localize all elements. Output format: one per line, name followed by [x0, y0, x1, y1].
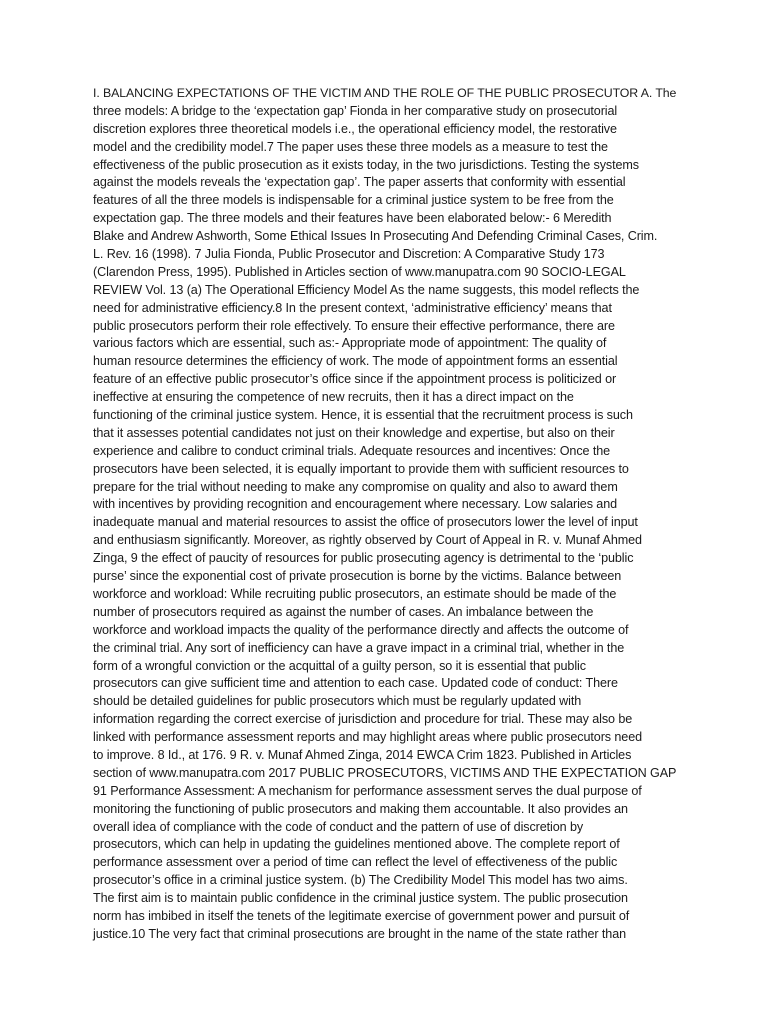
text-line: model and the credibility model.7 The paper uses these three models as a measure to test the [93, 139, 608, 154]
text-line: monitoring the functioning of public prosecutors and making them accountable. It also provides an [93, 801, 628, 816]
text-line: prosecutors, which can help in updating the guidelines mentioned above. The complete report of [93, 837, 620, 852]
text-line: L. Rev. 16 (1998). 7 Julia Fionda, Public Prosecutor and Discretion: A Comparative Study 173 [93, 247, 605, 262]
text-line: information regarding the correct exercise of jurisdiction and procedure for trial. These may also be [93, 712, 633, 727]
text-line: functioning of the criminal justice system. Hence, it is essential that the recruitment process is such [93, 408, 633, 423]
text-line: prepare for the trial without needing to make any compromise on quality and also to award them [93, 479, 618, 494]
text-line: performance assessment over a period of time can reflect the level of effectiveness of the public [93, 855, 618, 870]
text-line: (Clarendon Press, 1995). Published in Articles section of www.manupatra.com 90 SOCIO-LEGAL [93, 264, 626, 279]
text-line: should be detailed guidelines for public prosecutors which must be regularly updated with [93, 694, 582, 709]
text-line: Blake and Andrew Ashworth, Some Ethical Issues In Prosecuting And Defending Criminal Cases, Crim. [93, 229, 658, 244]
text-line: norm has imbibed in itself the tenets of the legitimate exercise of government power and pursuit of [93, 908, 630, 923]
text-line: need for administrative efficiency.8 In the present context, ‘administrative efficiency’ means that [93, 300, 612, 315]
text-line: The first aim is to maintain public confidence in the criminal justice system. The public prosecution [93, 891, 628, 906]
text-line: effectiveness of the public prosecution as it exists today, in the two jurisdictions. Testing the systems [93, 157, 640, 172]
text-line: 91 Performance Assessment: A mechanism for performance assessment serves the dual purpose of [93, 783, 642, 798]
text-line: form of a wrongful conviction or the acquittal of a guilty person, so it is essential that public [93, 658, 586, 673]
text-line: overall idea of compliance with the code of conduct and the pattern of use of discretion by [93, 819, 584, 834]
text-line: linked with performance assessment reports and may highlight areas where public prosecutors need [93, 730, 643, 745]
text-line: workforce and workload: While recruiting public prosecutors, an estimate should be made of the [93, 586, 617, 601]
text-line: against the models reveals the ‘expectation gap’. The paper asserts that conformity with essential [93, 175, 626, 190]
text-line: that it assesses potential candidates not just on their knowledge and expertise, but also on their [93, 425, 615, 440]
text-line: section of www.manupatra.com 2017 PUBLIC PROSECUTORS, VICTIMS AND THE EXPECTATION GAP [93, 765, 677, 780]
text-line: human resource determines the efficiency of work. The mode of appointment forms an essential [93, 354, 618, 369]
text-line: features of all the three models is indispensable for a criminal justice system to be free from the [93, 193, 614, 208]
text-line: to improve. 8 Id., at 176. 9 R. v. Munaf Ahmed Zinga, 2014 EWCA Crim 1823. Published in Articles [93, 747, 632, 762]
text-line: prosecutors can give sufficient time and attention to each case. Updated code of conduct: There [93, 676, 618, 691]
text-line: the criminal trial. Any sort of inefficiency can have a grave impact in a criminal trial, whether in the [93, 640, 625, 655]
text-line: discretion explores three theoretical models i.e., the operational efficiency model, the restorative [93, 121, 617, 136]
text-line: purse’ since the exponential cost of private prosecution is borne by the victims. Balance between [93, 569, 622, 584]
text-line: experience and calibre to conduct criminal trials. Adequate resources and incentives: Once the [93, 443, 611, 458]
text-line: inadequate manual and material resources to assist the office of prosecutors lower the level of input [93, 515, 638, 530]
text-line: public prosecutors perform their role effectively. To ensure their effective performance, there are [93, 318, 615, 333]
text-line: expectation gap. The three models and their features have been elaborated below:- 6 Meredith [93, 211, 612, 226]
text-line: I. BALANCING EXPECTATIONS OF THE VICTIM AND THE ROLE OF THE PUBLIC PROSECUTOR A. The [93, 86, 677, 100]
text-line: with incentives by providing recognition and encouragement where necessary. Low salaries and [93, 497, 618, 512]
text-line: prosecutor’s office in a criminal justice system. (b) The Credibility Model This model has two aims. [93, 873, 628, 888]
text-line: REVIEW Vol. 13 (a) The Operational Efficiency Model As the name suggests, this model reflects the [93, 282, 640, 297]
text-line: feature of an effective public prosecutor’s office since if the appointment process is politicized or [93, 372, 617, 387]
text-line: various factors which are essential, such as:- Appropriate mode of appointment: The quality of [93, 336, 607, 351]
text-line: Zinga, 9 the effect of paucity of resources for public prosecuting agency is detrimental to the ‘public [93, 551, 634, 566]
text-line: justice.10 The very fact that criminal prosecutions are brought in the name of the state rather than [93, 926, 626, 941]
text-line: three models: A bridge to the ‘expectation gap’ Fionda in her comparative study on prosecutorial [93, 103, 618, 118]
text-line: ineffective at ensuring the competence of new recruits, then it has a direct impact on the [93, 390, 574, 405]
text-line: number of prosecutors required as against the number of cases. An imbalance between the [93, 604, 594, 619]
text-line: workforce and workload impacts the quality of the performance directly and affects the outcome of [93, 622, 629, 637]
text-line: and enthusiasm significantly. Moreover, as rightly observed by Court of Appeal in R. v. Munaf Ahmed [93, 533, 642, 548]
document-body [93, 85, 676, 944]
text-line: prosecutors have been selected, it is equally important to provide them with sufficient resources to [93, 461, 629, 476]
